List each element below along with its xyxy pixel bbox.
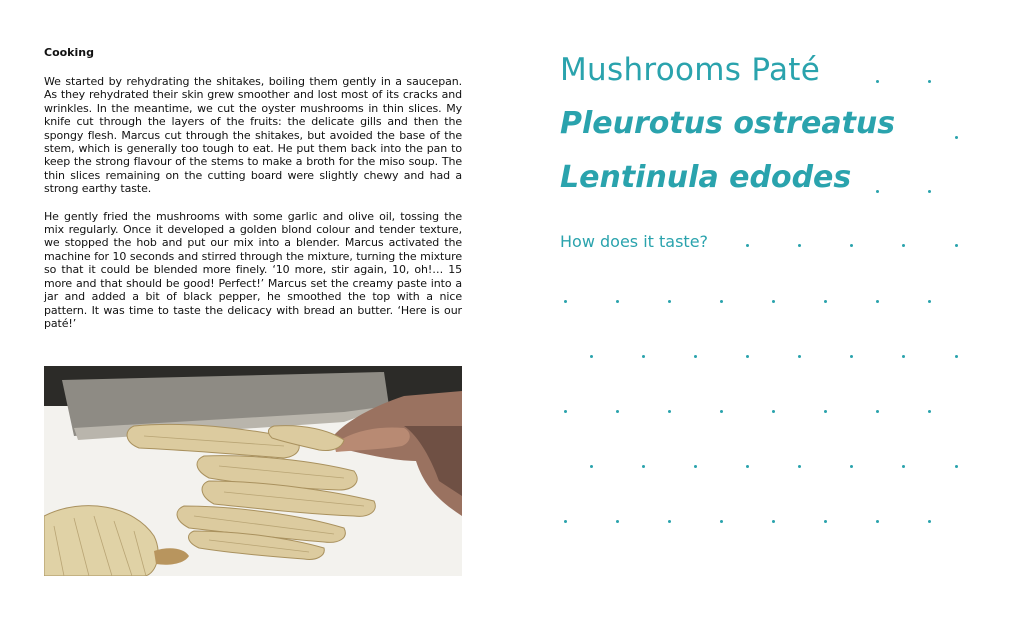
decorative-dot xyxy=(642,355,645,358)
paragraph-2: He gently fried the mushrooms with some garlic and olive oil, tossing the mix regularly. Once it developed a golden blond colour and tender texture, we stopped the hob and put our mix into a blender. Marcus activated the machine for 10 seconds and stirred through the mixture, turning the mixture so that it could be blended more finely. ‘10 more, stir again, 10, oh!… 15 more and that should be good! Perfect!’ Marcus set the creamy paste into a jar and added a bit of black pepper, he smoothed the top with a nice pattern. It was time to taste the delicacy with bread an butter. ‘Here is our paté!’ xyxy=(44,209,462,330)
decorative-dot xyxy=(928,80,931,83)
decorative-dot xyxy=(668,300,671,303)
decorative-dot xyxy=(746,355,749,358)
decorative-dot xyxy=(876,300,879,303)
decorative-dot xyxy=(772,410,775,413)
decorative-dot xyxy=(876,520,879,523)
decorative-dot xyxy=(668,410,671,413)
decorative-dot xyxy=(746,465,749,468)
decorative-dot xyxy=(876,190,879,193)
decorative-dot xyxy=(694,465,697,468)
decorative-dot xyxy=(564,520,567,523)
mushroom-cutting-photo xyxy=(44,366,462,576)
decorative-dot xyxy=(955,244,958,247)
decorative-dot xyxy=(564,410,567,413)
taste-question: How does it taste? xyxy=(560,232,709,251)
decorative-dot xyxy=(955,136,958,139)
decorative-dot xyxy=(772,520,775,523)
decorative-dot xyxy=(824,520,827,523)
decorative-dot xyxy=(928,190,931,193)
decorative-dot xyxy=(798,244,801,247)
species-name-1: Pleurotus ostreatus xyxy=(560,106,896,141)
decorative-dot xyxy=(564,300,567,303)
decorative-dot xyxy=(616,410,619,413)
paragraph-1: We started by rehydrating the shitakes, boiling them gently in a saucepan. As they rehydrated their skin grew smoother and lost most of its cracks and wrinkles. In the meantime, we cut the oyster mushrooms in thin slices. My knife cut through the layers of the fruits: the delicate gills and then the spongy flesh. Marcus cut through the shitakes, but avoided the base of the stem, which is generally too tough to eat. He put them back into the pan to keep the strong flavour of the stems to make a broth for the miso soup. The thin slices remaining on the cutting board were slightly chewy and had a strong earthy taste. xyxy=(44,75,462,196)
page-title: Mushrooms Paté xyxy=(560,52,821,88)
decorative-dot xyxy=(694,355,697,358)
cooking-section xyxy=(44,46,462,344)
decorative-dot xyxy=(824,300,827,303)
decorative-dot xyxy=(590,465,593,468)
decorative-dot xyxy=(772,300,775,303)
decorative-dot xyxy=(955,465,958,468)
decorative-dot xyxy=(902,244,905,247)
decorative-dot xyxy=(850,465,853,468)
decorative-dot xyxy=(616,520,619,523)
decorative-dot xyxy=(668,520,671,523)
decorative-dot xyxy=(590,355,593,358)
decorative-dot xyxy=(876,410,879,413)
decorative-dot xyxy=(642,465,645,468)
decorative-dot xyxy=(720,410,723,413)
decorative-dot xyxy=(798,355,801,358)
decorative-dot xyxy=(850,244,853,247)
decorative-dot xyxy=(876,80,879,83)
decorative-dot xyxy=(902,465,905,468)
decorative-dot xyxy=(928,520,931,523)
decorative-dot xyxy=(928,410,931,413)
decorative-dot xyxy=(902,355,905,358)
decorative-dot xyxy=(720,300,723,303)
decorative-dot xyxy=(798,465,801,468)
decorative-dot xyxy=(824,410,827,413)
decorative-dot xyxy=(616,300,619,303)
decorative-dot xyxy=(720,520,723,523)
decorative-dot xyxy=(928,300,931,303)
decorative-dot xyxy=(746,244,749,247)
species-name-2: Lentinula edodes xyxy=(560,160,852,195)
decorative-dot xyxy=(850,355,853,358)
decorative-dot xyxy=(955,355,958,358)
section-heading: Cooking xyxy=(44,46,94,59)
